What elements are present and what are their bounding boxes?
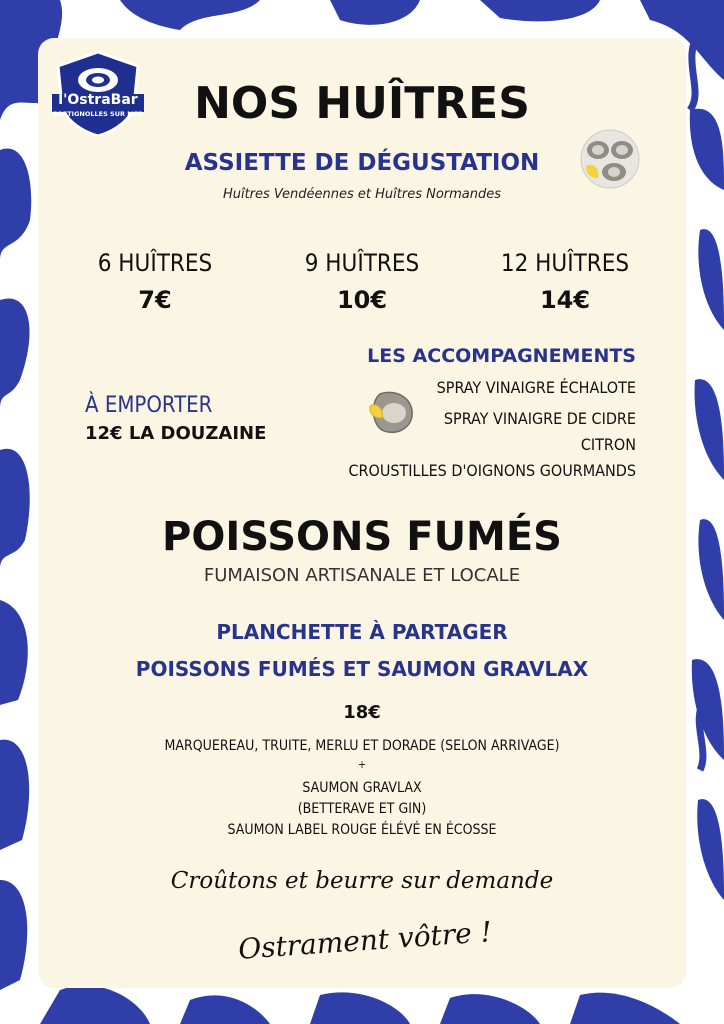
- accompaniment-item: CITRON: [580, 435, 636, 454]
- fish-detail: MARQUEREAU, TRUITE, MERLU ET DORADE (SELON ARRIVAGE): [164, 738, 560, 754]
- oysters-subtitle: ASSIETTE DE DÉGUSTATION: [184, 150, 540, 176]
- oyster-plate-icon: [578, 128, 642, 190]
- logo-name: l'OstraBar: [58, 92, 138, 108]
- takeaway-label: À EMPORTER: [85, 393, 213, 418]
- fish-detail: (BETTERAVE ET GIN): [297, 801, 427, 817]
- option-6-label: 6 HUÎTRES: [97, 249, 213, 277]
- accompaniment-item: CROUSTILLES D'OIGNONS GOURMANDS: [348, 461, 636, 480]
- oysters-origin: Huîtres Vendéennes et Huîtres Normandes: [222, 187, 502, 202]
- option-9-price: 10€: [336, 286, 388, 314]
- board-title: PLANCHETTE À PARTAGER: [216, 620, 508, 644]
- board-price: 18€: [343, 702, 381, 723]
- croutons-note: Croûtons et beurre sur demande: [170, 868, 554, 894]
- option-12-price: 14€: [539, 286, 591, 314]
- takeaway-price: 12€ LA DOUZAINE: [85, 423, 267, 444]
- option-6-price: 7€: [138, 286, 172, 314]
- fish-detail: SAUMON LABEL ROUGE ÉLÉVÉ EN ÉCOSSE: [227, 822, 497, 838]
- fish-detail: +: [357, 758, 367, 771]
- accompaniment-item: SPRAY VINAIGRE ÉCHALOTE: [436, 378, 636, 397]
- accompaniments-title: LES ACCOMPAGNEMENTS: [367, 345, 636, 367]
- logo-location: BRETIGNOLLES SUR MER: [52, 110, 144, 118]
- fish-detail: SAUMON GRAVLAX: [302, 780, 422, 796]
- oysters-title: NOS HUÎTRES: [194, 78, 530, 129]
- accompaniment-item: SPRAY VINAIGRE DE CIDRE: [443, 409, 636, 428]
- signature: Ostrament vôtre !: [237, 915, 493, 966]
- option-9-label: 9 HUÎTRES: [304, 249, 420, 277]
- option-12-label: 12 HUÎTRES: [500, 249, 630, 277]
- fish-subtitle: FUMAISON ARTISANALE ET LOCALE: [203, 565, 521, 586]
- fish-title: POISSONS FUMÉS: [162, 514, 562, 560]
- board-subtitle: POISSONS FUMÉS ET SAUMON GRAVLAX: [135, 657, 589, 681]
